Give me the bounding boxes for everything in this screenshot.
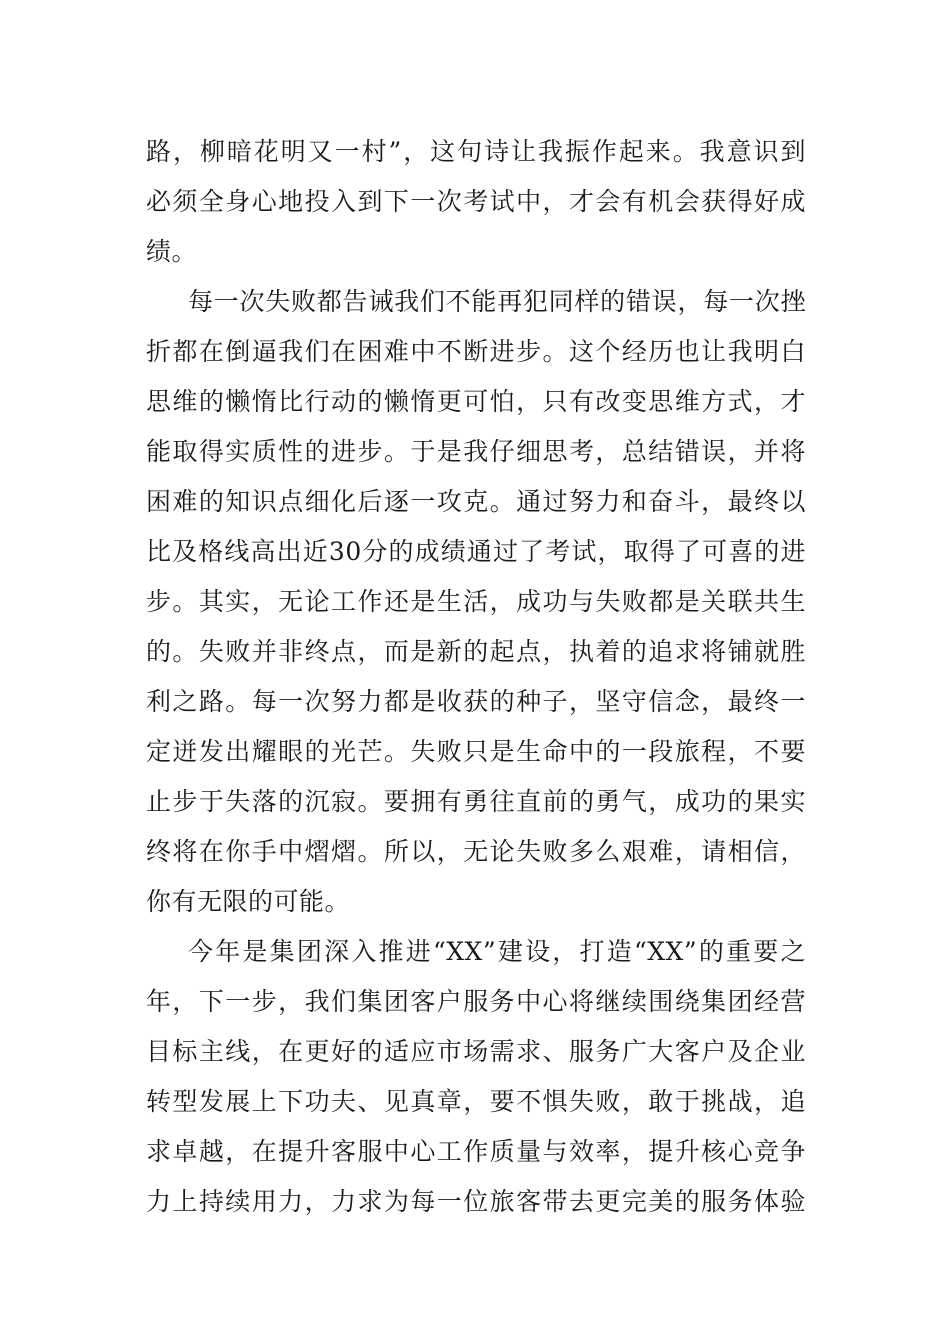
text-line: 你有无限的可能。 [146,887,351,916]
text-line: 利之路。每一次努力都是收获的种子，坚守信念，最终一 [146,687,806,716]
text-line: 求卓越，在提升客服中心工作质量与效率，提升核心竞争 [146,1137,806,1166]
text-line: 年，下一步，我们集团客户服务中心将继续围绕集团经营 [146,987,806,1016]
text-line: 能取得实质性的进步。于是我仔细思考，总结错误，并将 [146,437,806,466]
text-line: 必须全身心地投入到下一次考试中，才会有机会获得好成 [146,187,806,216]
text-line: 步。其实，无论工作还是生活，成功与失败都是关联共生 [146,587,806,616]
paragraph-first-line: 每一次失败都告诫我们不能再犯同样的错误，每一次挫 [188,287,806,316]
text-line: 目标主线，在更好的适应市场需求、服务广大客户及企业 [146,1037,806,1066]
text-line: 路，柳暗花明又一村”，这句诗让我振作起来。我意识到 [146,137,806,166]
paragraph-first-line: 今年是集团深入推进“XX”建设，打造“XX”的重要之 [188,937,806,966]
text-line: 思维的懒惰比行动的懒惰更可怕，只有改变思维方式，才 [146,387,806,416]
text-line: 比及格线高出近30分的成绩通过了考试，取得了可喜的进 [146,537,806,566]
text-line: 折都在倒逼我们在困难中不断进步。这个经历也让我明白 [146,337,806,366]
text-line: 转型发展上下功夫、见真章，要不惧失败，敢于挑战，追 [146,1087,806,1116]
text-line: 力上持续用力，力求为每一位旅客带去更完美的服务体验 [146,1187,806,1216]
text-line: 困难的知识点细化后逐一攻克。通过努力和奋斗，最终以 [146,487,806,516]
text-line: 定迸发出耀眼的光芒。失败只是生命中的一段旅程，不要 [146,737,806,766]
text-line: 止步于失落的沉寂。要拥有勇往直前的勇气，成功的果实 [146,787,806,816]
text-line: 终将在你手中熠熠。所以，无论失败多么艰难，请相信， [146,837,806,866]
text-line: 的。失败并非终点，而是新的起点，执着的追求将铺就胜 [146,637,806,666]
text-line: 绩。 [146,237,198,266]
